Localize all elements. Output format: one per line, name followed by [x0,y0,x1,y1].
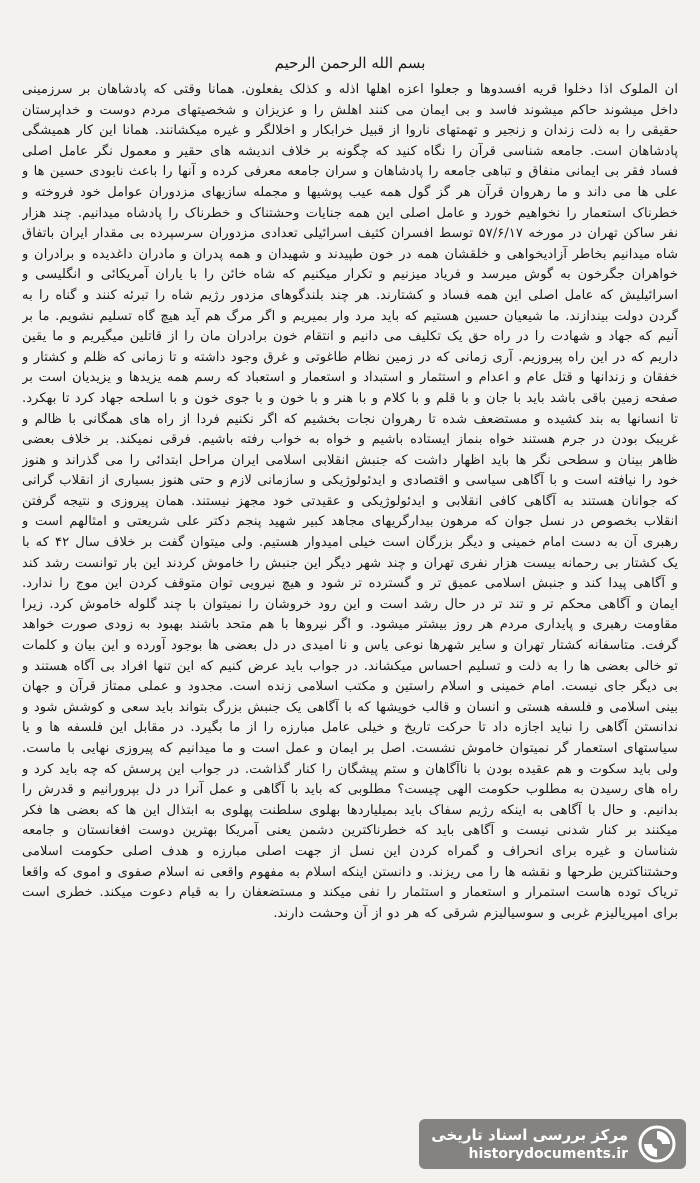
document-paragraph: ان الملوک اذا دخلوا قریه افسدوها و جعلوا اعزه اهلها اذله و کذلک یفعلون. همانا وقتی که پادشاهان بر سرزمینی داخل میشوند حاکم میشوند فاسد و بی ایمان می کنند اهلش را و عزیزان و شخصیتهای مردم دوست و خداپرستان حقیقی را به ذلت زندان و زنجیر و تهمتهای ناروا از قبیل خرابکار و اخلالگر و غیره میکشانند. همانا این کار همیشگی پادشاهان است. جامعه شناسی قرآن را نگاه کنید که چگونه بر خلاف اندیشه های حقیر و معمول نگر عامل اصلی فساد فقر بی ایمانی منفاق و تباهی جامعه را پادشاهان و سران جامعه معرفی کرده و آنها را باعث نابودی حسین ها و علی ها می داند و ما رهروان قرآن هر گز گول همه عیب پوشیها و مجمله سازیهای مزدوران عوامل خود فروخته و خطرناک استعمار را نخواهیم خورد و عامل اصلی این همه جنایات وحشتناک و خطرناک را پادشاه میدانیم. چند هزار نفر ساکن تهران در مورخه ۵۷/۶/۱۷ توسط افسران کثیف اسرائیلی تعدادی مزدوران سرسپرده بی مقدار ایران باتفاق شاه میدانیم بخاطر آزادیخواهی و خلقشان همه در خون طپیدند و شهیدان و همه پدران و مادران داغدیده و برادران و خواهران جگرخون به گوش میرسد و فریاد میزنیم و تکرار میکنیم که شاه خائن را با یاران آمریکائی و انگلیسی و اسرائیلیش که عامل اصلی این همه فساد و کشتارند. هر چند بلندگوهای مزدور رژیم شاه را تبرئه کنند و گناه را به گردن دولت بیندازند. ما شیعیان حسین هستیم که باید مرد وار بمیریم و اگر مرگ هم آید هیچ گاه تسلیم نشویم. ما بر آنیم که جهاد و شهادت را در راه حق یک تکلیف می دانیم و انتقام خون برادران مان را از قاتلین میگیریم و ما یقین داریم که در این راه پیروزیم. آری زمانی که در زمین نظام طاغوتی و غرق وجود داشته و تا زمانی که ظلم و کشتار و خفقان و زندانها و قتل عام و اعدام و استثمار و استبداد و استعمار و استعباد که رسم همه یزیدها و یزیدیان است بر صفحه زمین باقی باشد باید با جان و با قلم و با کلام و با هنر و با خون و با جوی خون و با اسلحه جهاد کرد تا بهکرد. تا انسانها به بند کشیده و مستضعف شده تا رهروان نجات بخشیم که اگر نکنیم فردا از راه های همگانی با ظالم و غریبک بودن در جرم هستند خواه بنماز ایستاده باشیم و خواه به خواب رفته باشیم. فرقی نمیکند. بر خلاف بعضی ظاهر بینان و سطحی نگر ها باید اظهار داشت که جنبش انقلابی اسلامی ایران مراحل ابتدائی را می گذراند و هنوز خود را نیافته است و با آگاهی سیاسی و اقتصادی و ایدئولوژیکی و سازمانی لازم و حتی هنوز بسیاری از انقلاب گرانی که جوانان هستند به آگاهی کافی انقلابی و ایدئولوژیکی و عقیدتی خود مجهز نیستند. همان پیروزی و نتیجه گرفتن انقلاب بخصوص در نسل جوان که مرهون بیدارگریهای مجاهد کبیر شهید پنجم دکتر علی شریعتی و امثالهم است و رهبری آن به دست امام خمینی و دیگر بزرگان است خیلی امیدوار هستیم. ولی میتوان گفت بر خلاف سال ۴۲ که با یک کشتار بی رحمانه بیست هزار نفری تهران و چند شهر دیگر این جنبش را خاموش کردند این بار توانست رشد کند و آگاهی پیدا کند و جنبش اسلامی عمیق تر و گسترده تر شود و هیچ نیرویی توان متوقف کردن این موج را ندارد. ایمان و آگاهی محکم تر و تند تر در حال رشد است و این رود خروشان را نمیتوان با چند گلوله خاموش کرد. زیرا مقاومت رهبری و پایداری مردم هر روز بیشتر میشود. و اگر نیروها با هم متحد باشند بهبود به زودی صورت خواهد گرفت. متاسفانه کشتار تهران و سایر شهرها نوعی یاس و نا امیدی در دل بعضی ها بوجود آورده و این بیان و کلمات تو خالی بعضی ها را به ذلت و تسلیم احساس میکشاند. در جواب باید عرض کنیم که این تنها افراد بی آگاه هستند و بی دیگر جای نیست. امام خمینی و اسلام راستین و مکتب اسلامی زنده است. مجدود و عملی ممتاز قرآن و جهان بینی اسلامی و فلسفه هستی و انسان و قالب خویشها که با آگاهی یک جنبش بزرگ بتواند باید سعی و کوشش شود و ندانستن آگاهی را نباید اجازه داد تا حرکت تاریخ و خیلی عامل مبارزه را از ما بگیرد. در مقابل این فلسفه ها و یا سیاستهای استعمار گر نمیتوان خاموش نشست. اصل بر ایمان و عمل است و ما میدانیم که پیروزی نهایی با ماست. ولی باید سکوت و هم عقیده بودن با ناآگاهان و ستم پیشگان را کنار گذاشت. در جواب این پرسش که چه باید کرد و راه های رسیدن به مطلوب حکومت الهی چیست؟ مطلوبی که باید با آگاهی و عمل آنرا در دل بپرورانیم و قدرش را بدانیم. و حال با آگاهی به اینکه رژیم سفاک باید بمیلیاردها بهلوی سلطنت پهلوی به ابتذال این ها که بعضی ها فکر میکنند بر کنار شدنی نیست و آگاهی باید که خطرناکترین دشمن یعنی آمریکا بهترین دوست افغانستان و جامعه شناسان و غیره برای انحراف و گمراه کردن این نسل از جهت اصلی مبارزه و هدف اصلی حکومت اسلامی وحشتناکترین طرحها و نقشه ها را می ریزند. و دانستن اینکه اسلام به مفهوم واقعی نه اسلام صفوی و اموی که واقعا تریاک توده هاست استمرار و استعمار و استثمار را نفی میکند و مستضعفان را به قیام دعوت میکند. خطری است برای امپریالیزم غربی و سوسیالیزم شرقی که هر دو از آن وحشت دارند. [22,82,678,921]
archive-logo-icon [638,1125,676,1163]
watermark-text [431,1126,628,1163]
watermark-url: historydocuments.ir [468,1145,628,1162]
document-body [22,80,678,1125]
document-heading: بسم الله الرحمن الرحیم [274,54,426,72]
watermark [419,1119,686,1169]
watermark-title: مرکز بررسی اسناد تاریخی [431,1125,628,1144]
